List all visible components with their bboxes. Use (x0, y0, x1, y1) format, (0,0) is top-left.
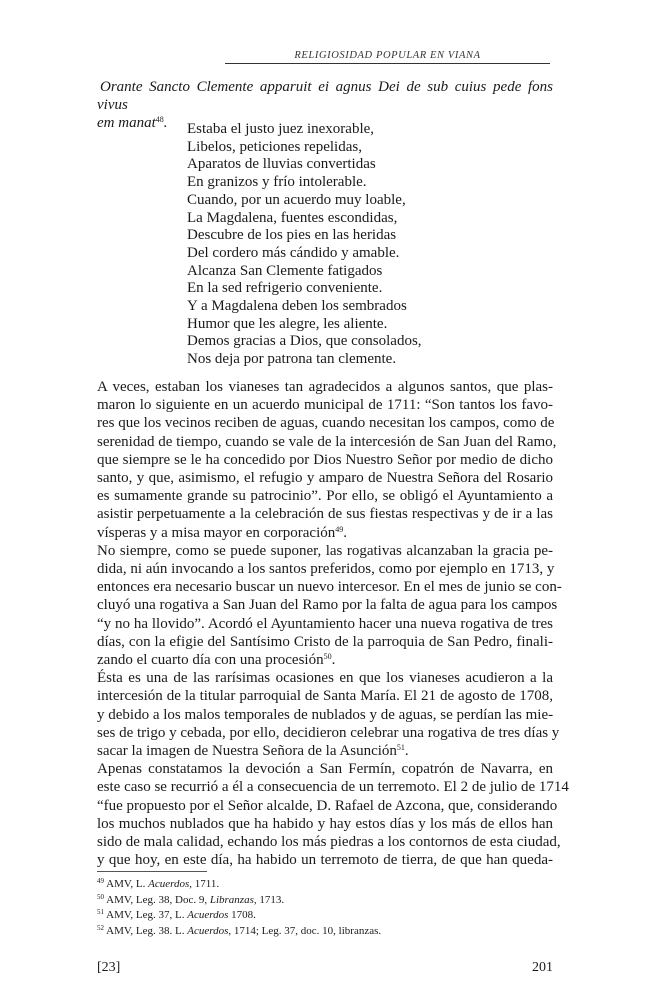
paragraph-line: zando el cuarto día con una procesión$^{50}$. (97, 652, 336, 669)
note-ref-51[interactable]: 51 (396, 743, 405, 753)
paragraph-line: sacar la imagen de Nuestra Señora de la Asunción$^{51}$. (97, 743, 409, 760)
poem-line: Nos deja por patrona tan clemente. (187, 351, 397, 368)
footnotes (97, 877, 553, 939)
paragraph-line: días, con la efigie del Santísimo Cristo de la parroquia de San Pedro, finali- (97, 633, 553, 650)
poem-line: Alcanza San Clemente fatigados (187, 262, 383, 279)
paragraph-line: Ésta es una de las rarísimas ocasiones en que los vianeses acudieron a la (97, 670, 553, 687)
paragraph-line: A veces, estaban los vianeses tan agradecidos a algunos santos, que plas- (97, 379, 553, 395)
paragraph-line: res que los vecinos reciben de aguas, cuando necesitan los campos, como de (97, 415, 555, 432)
footnote: $^{52}$ AMV, Leg. 38. L. Acuerdos, 1714; Leg. 37, doc. 10, libranzas. (97, 923, 382, 937)
poem-line: En la sed refrigerio conveniente. (187, 280, 383, 297)
paragraph-line: este caso se recurrió a él a consecuencia de un terremoto. El 2 de julio de 1714 (97, 779, 569, 796)
poem-line: Aparatos de lluvias convertidas (187, 156, 376, 173)
paragraph-line: serenidad de tiempo, cuando se vale de la intercesión de San Juan del Ramo, (97, 433, 557, 450)
footnote: $^{51}$ AMV, Leg. 37, L. Acuerdos 1708. (97, 908, 256, 921)
poem-line: Cuando, por un acuerdo muy loable, (187, 191, 406, 208)
paragraph-line: maron lo siguiente en un acuerdo municipal de 1711: “Son tantos los favo- (97, 397, 553, 414)
running-header: RELIGIOSIDAD POPULAR EN VIANA (294, 50, 481, 61)
latin-line-1: Orante Sancto Clemente apparuit ei agnus Dei de sub cuius pede fons vivus (97, 79, 553, 113)
poem-line: Humor que les alegre, les aliente. (187, 315, 388, 332)
paragraph-line: No siempre, como se puede suponer, las rogativas alcanzaban la gracia pe- (97, 542, 553, 559)
paragraph-line: asistir perpetuamente a la celebración de sus fiestas respectivas y de ir a las (97, 506, 553, 523)
footnote-rule (97, 871, 207, 872)
paragraph-line: es sumamente grande su patrocinio”. Por ello, se obligó el Ayuntamiento a (97, 488, 553, 505)
note-ref-49[interactable]: 49 (335, 524, 344, 534)
paragraph-line: vísperas y a misa mayor en corporación$^{49}$. (97, 524, 347, 541)
paragraph-line: “y no ha llovido”. Acordó el Ayuntamiento hacer una nueva rogativa de tres (97, 615, 553, 632)
page-number: 201 (532, 960, 553, 975)
paragraph-line: santo, y que, asimismo, el refugio y amparo de Nuestra Señora del Rosario (97, 470, 553, 487)
note-ref-48[interactable]: 48 (155, 115, 164, 124)
body-text (97, 378, 569, 869)
footnote: $^{50}$ AMV, Leg. 38, Doc. 9, Libranzas, 1713. (97, 892, 285, 906)
header-rule (225, 63, 550, 64)
paragraph-line: dida, ni aún invocando a los santos preferidos, como por ejemplo en 1713, y (97, 561, 555, 578)
poem-line: Libelos, peticiones repelidas, (187, 138, 362, 155)
footnote: $^{49}$ AMV, L. Acuerdos, 1711. (97, 877, 220, 890)
paragraph-line: entonces era necesario buscar un nuevo intercesor. En el mes de junio se con- (97, 579, 562, 596)
paragraph-line: ses de trigo y cebada, por ello, decidieron celebrar una rogativa de tres días y (97, 724, 560, 741)
paragraph-line: y que hoy, en este día, ha habido un terremoto de tierra, de que han queda- (97, 852, 553, 869)
paragraph-line: intercesión de la titular parroquial de Santa María. El 21 de agosto de 1708, (97, 688, 553, 705)
paragraph-line: los muchos nublados que ha habido y hay estos días y los más de ellos han (97, 815, 553, 832)
sonnet (187, 121, 517, 369)
folio-left: [23] (97, 960, 121, 975)
paragraph-line: “fue propuesto por el Señor alcalde, D. Rafael de Azcona, que, considerando (97, 797, 558, 814)
poem-line: La Magdalena, fuentes escondidas, (187, 209, 398, 226)
poem-line: En granizos y frío intolerable. (187, 174, 367, 191)
poem-line: Y a Magdalena deben los sembrados (187, 298, 407, 315)
note-ref-50[interactable]: 50 (323, 652, 332, 662)
poem-line: Descubre de los pies en las heridas (187, 227, 397, 244)
paragraph-line: cluyó una rogativa a San Juan del Ramo por la falta de agua para los campos (97, 597, 558, 614)
paragraph-line: que siempre se le ha concedido por Dios Nuestro Señor por medio de dicho (97, 451, 553, 468)
poem-line: Estaba el justo juez inexorable, (187, 121, 375, 137)
paragraph-line: Apenas constatamos la devoción a San Fermín, copatrón de Navarra, en (97, 761, 553, 778)
paragraph-line: sido de mala calidad, echando los más piedras a los contornos de esta ciudad, (97, 834, 561, 851)
poem-line: Del cordero más cándido y amable. (187, 244, 400, 261)
poem-line: Demos gracias a Dios, que consolados, (187, 333, 422, 350)
latin-line-2: em manat$^{48}$. (97, 115, 168, 131)
paragraph-line: y debido a los malos temporales de nublados y de aguas, se perdían las mie- (97, 706, 554, 723)
